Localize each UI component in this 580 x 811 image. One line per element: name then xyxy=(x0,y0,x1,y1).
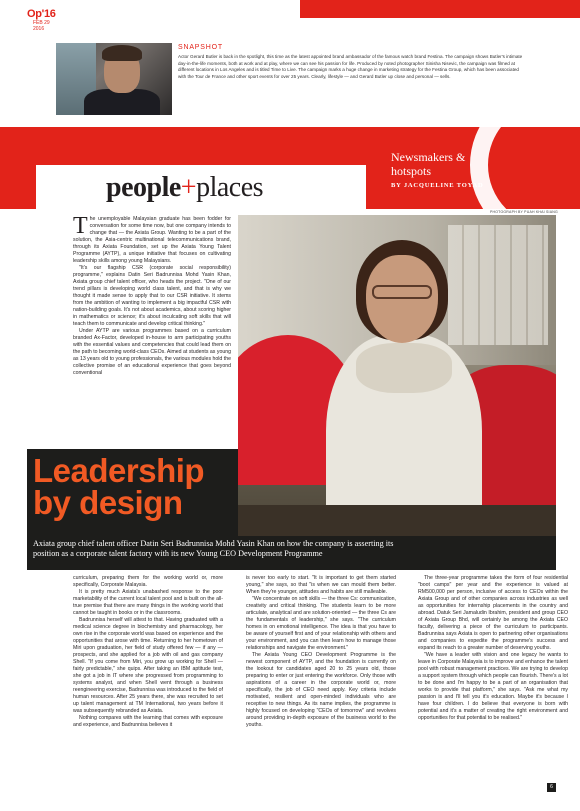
article-paragraph: he unemployable Malaysian graduate has been fodder for conversation for some time now, but one company intends to change that — the Axiata Group. Wanting to be a part of the solution, the Asia-centric multinational telecommunications brand, through its Axiata Foundation, set up the Axiata Young Talent Programme (AYTP), a unique initiative that focuses on cultivating leadership skills among young Malaysians. xyxy=(73,216,231,264)
article-column-3 xyxy=(418,575,568,722)
article-paragraph: curriculum, preparing them for the working world or, more specifically, Corporate Malaysia. xyxy=(73,575,223,588)
drop-cap: T xyxy=(73,213,88,239)
article-paragraph: The Axiata Young CEO Development Programme is the newest component of AYTP, and the foundation is currently on the lookout for candidates aged 20 to 25 years old, those preparing to enter or just entering the workforce. Only those with aspirations of a career in the corporate world or, more specifically, the job of CEO need apply. Key criteria include motivated, resilient and open-minded individuals who are receptive to new things. As its name implies, the programme is highly focused on developing "CEOs of tomorrow" and revolves around providing in-depth exposure of the business world to the youths. xyxy=(246,652,396,728)
section-title-light: places xyxy=(196,172,264,203)
article-paragraph: Nothing compares with the learning that comes with exposure and experience, and Badrunnisa believes it xyxy=(73,715,223,728)
headline-line2: by design xyxy=(33,484,183,521)
newsmakers-title-line2: hotspots xyxy=(391,164,432,178)
article-paragraph: "It's our flagship CSR (corporate social responsibility) programme," explains Datin Seri Badrunnisa Mohd Yasin Khan, Axiata group chief talent officer, who heads the project. "One of our trend pillars is developing world class talent, and that is why we thought it made sense to apply that to our CSR initiative. It stems from the ambition of wanting to implement a big impactful CSR with nation-building goals. It's not about academics, about scoring higher in mathematics or science; it's about inculcating soft skills that will teach them to communicate and develop critical thinking." xyxy=(73,265,231,327)
article-paragraph: Under AYTP are various programmes based on a curriculum branded Ax-Factor, developed in-house to arm participating youths with the essential values and competencies that could lead them on the path to becoming world-class CEOs. Aimed at students as young as 13 years old to young professionals, the various modules hold the collective promise of an educational experience that goes beyond conventional xyxy=(73,328,231,376)
snapshot-photo xyxy=(56,43,172,115)
article-paragraph: is never too early to start. "It is important to get them started young," she says, so that "is when we can mould them better. When they're younger, attitudes and habits are still malleable. xyxy=(246,575,396,595)
article-paragraph: The three-year programme takes the form of four residential "boot camps" per year and the experience is valued at RM500,000 per person, inclusive of access to CEOs within the Axiata Group and of other companies across industries as well as opportunities for internship placements in the country and abroad. Datuk Seri Jamaludin Ibrahim, president and group CEO of Axiata Group Bhd, will certainly be among the Axiata CEO faculty, delivering a piece of the curriculum to participants. Badrunnisa says Axiata is open to partnering other organisations and companies to expedite the programme's success and expand its reach to a greater number of deserving youths. xyxy=(418,575,568,651)
newsmakers-title xyxy=(391,150,465,178)
headline xyxy=(33,452,205,521)
page-number: 6 xyxy=(547,783,556,792)
headline-line1: Leadership xyxy=(33,452,205,489)
byline: BY JACQUELINE TOYAD xyxy=(391,182,484,189)
article-intro xyxy=(73,213,231,377)
photo-credit: PHOTOGRAPH BY PUAH KHAI SIANG xyxy=(490,210,558,214)
section-header xyxy=(27,8,56,32)
article-paragraph: "We concentrate on soft skills — the three Cs: communication, creativity and critical thinking. The students learn to be more articulate, analytical and are solution-oriented — the three Cs are the fundamentals of leadership," she says. "The curriculum homes in on emotional intelligence. The idea is that you have to be aware of yourself first and of your relationship with others and your environment, and you can then learn how to manage those relationships and navigate the environment." xyxy=(246,596,396,651)
snapshot-title: SNAPSHOT xyxy=(178,44,223,51)
top-red-bar xyxy=(300,0,580,18)
section-label: Op'16 xyxy=(27,8,56,20)
article-column-1 xyxy=(73,575,223,729)
article-column-2 xyxy=(246,575,396,729)
article-paragraph: It is pretty much Axiata's unabashed response to the poor marketability of the current local talent pool and is built on the all-true premise that there are many things in the working world that cannot be taught in books or in the classrooms. xyxy=(73,589,223,616)
snapshot-text: Actor Gerard Butler is back in the spotlight, this time as the latest appointed brand ambassador of the famous watch brand Festina. The campaign shows Butler's intimate day-in-the-life moments, both at work and at play, where we can see his passion for life. Produced by noted photographer Sinisha Nisevic, the campaign was filmed at different locations in Los Angeles and is titled Time to Live. The campaign marks a huge change in marketing strategy for the Festina Group, which has been associated with the Tour de France and other sport events for over 25 years. Clearly, lifestyle — and Gerard Butler up close and personal — sells. xyxy=(178,54,523,79)
section-title-plus: + xyxy=(180,172,197,203)
section-title-bold: people xyxy=(106,172,181,203)
main-portrait-photo xyxy=(238,215,556,570)
issue-date-line1: FEB 29 xyxy=(33,20,50,26)
issue-date-line2: 2016 xyxy=(33,26,45,32)
standfirst: Axiata group chief talent officer Datin Seri Badrunnisa Mohd Yasin Khan on how the company is asserting its position as a corporate talent factory with its new Young CEO Development Programme xyxy=(33,539,394,558)
article-paragraph: Badrunnisa herself will attest to that. Having graduated with a medical science degree in biochemistry and pharmacology, her own rise in the corporate world was based on experience and the opportunities that arose with time. Returning to her hometown of Miri upon graduation, her field of study offered few — if any — prospects, and she applied for a job with oil and gas company Shell. "If you come from Miri, you grow up working for Shell — fairly predictable," she quips. After taking an IBM aptitude test, she got a job in IT where she progressed from programming to systems analyst, and when Shell went through a business reengineering exercise, Badrunnisa was introduced to the field of human resources. After 25 years there, she was recruited to set up talent management at TM International, two years before it was subsequently rebranded as Axiata. xyxy=(73,617,223,714)
newsmakers-title-line1: Newsmakers & xyxy=(391,150,466,164)
article-paragraph: "We have a leader with vision and one legacy he wants to leave in Corporate Malaysia is to improve and enhance the talent pool with robust management practices. We are trying to develop a support system through which people can flourish. There's a lot to be done and I'm happy to be a part of an organisation that works to provide that platform," she says. "Ask me what my passion is and I'll tell you it's education. Maybe it's because I have four children. I do believe that everyone is born with potential and it's a matter of creating the right environment and opportunities for that potential to be realised." xyxy=(418,652,568,721)
section-title xyxy=(106,172,263,204)
